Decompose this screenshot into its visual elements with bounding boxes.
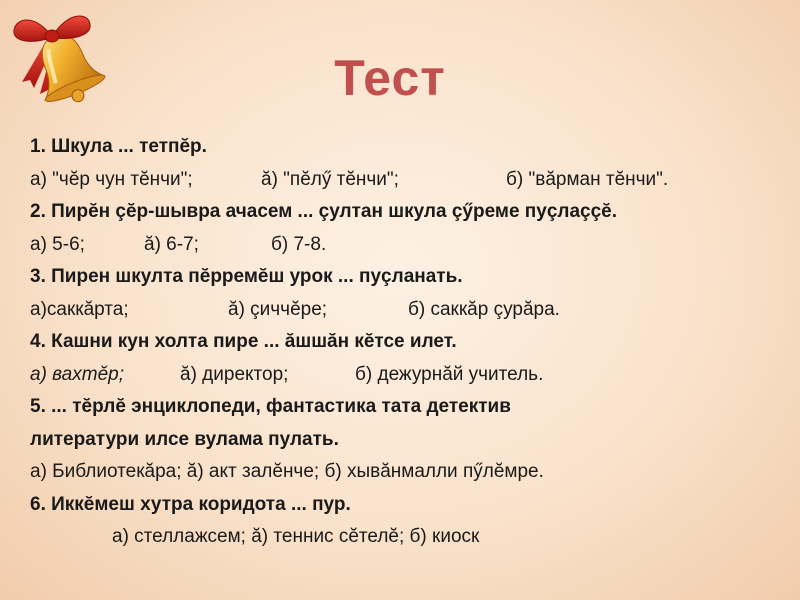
- answer-option: а) вахтĕр;: [30, 363, 124, 385]
- page-title: Тест: [334, 50, 446, 106]
- answers-1: [30, 164, 790, 197]
- question-3: 3. Пирен шкултa пĕрремĕш урок ... пуçланать.: [30, 266, 463, 287]
- answer-option: а)саккăрта;: [30, 298, 129, 320]
- test-questions: [30, 131, 790, 554]
- answer-option: а) 5-6;: [30, 233, 85, 255]
- question-2: 2. Пирĕн çĕр-шывра ачасем ... çултан шкула çӳреме пуçлаççĕ.: [30, 201, 618, 222]
- answer-option: ă) директор;: [180, 363, 289, 385]
- question-6: 6. Иккĕмеш хутра коридота ... пур.: [30, 493, 351, 515]
- answers-2: [30, 229, 790, 262]
- question-5-line-1: 5. ... тĕрлĕ энциклопеди, фантастика тата детектив: [30, 396, 511, 417]
- answer-option: ă) çиччĕре;: [228, 298, 328, 320]
- question-5-line-2: литератури илсе вулама пулать.: [30, 428, 339, 450]
- answers-6: а) стеллажсем; ă) теннис сĕтелĕ; б) киоск: [112, 526, 480, 547]
- question-4: 4. Кашни кун холта пире ... ăшшăн кĕтсе илет.: [30, 331, 457, 352]
- answer-option: б) дежурнăй учитель.: [355, 363, 544, 385]
- answer-option: б) саккăр çурăра.: [408, 298, 560, 320]
- answer-option: а) "чĕр чун тĕнчи";: [30, 168, 193, 190]
- bell-with-red-bow-icon: [4, 4, 114, 112]
- answer-option: б) "вăрман тĕнчи".: [506, 168, 669, 190]
- answers-5: а) Библиотекăра; ă) акт залĕнче; б) хывăнмалли пӳлĕмре.: [30, 461, 544, 482]
- answers-3: [30, 294, 790, 327]
- answer-option: ă) 6-7;: [144, 233, 199, 255]
- question-1: 1. Шкула ... тетпĕр.: [30, 136, 207, 157]
- answer-option: б) 7-8.: [271, 233, 327, 255]
- answer-option: ă) "пĕлӳ тĕнчи";: [261, 168, 399, 190]
- answers-4: [30, 359, 790, 392]
